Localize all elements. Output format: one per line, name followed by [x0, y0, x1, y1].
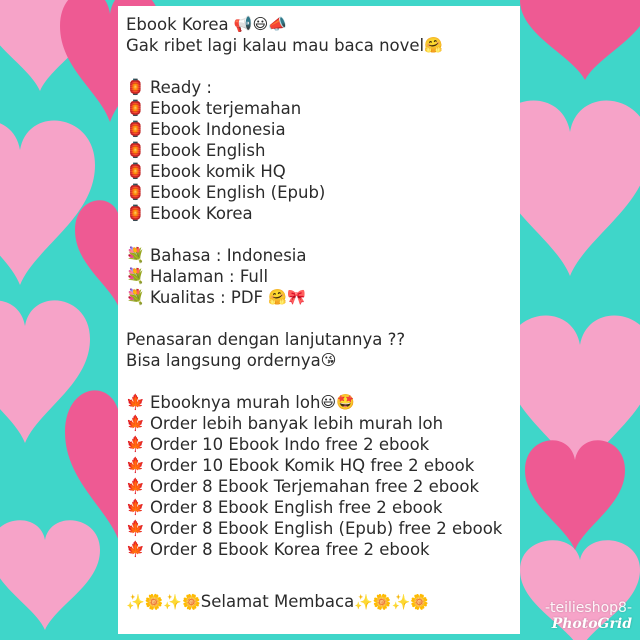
sparkles-icon: ✨ — [391, 593, 411, 611]
promo-item — [126, 497, 514, 518]
maple-leaf-icon: 🍁 — [126, 435, 145, 453]
ready-item — [126, 140, 514, 161]
star-struck-icon: 🤩 — [336, 393, 355, 411]
promo-item — [126, 539, 514, 560]
promo-text: Order 10 Ebook Indo free 2 ebook — [149, 435, 430, 454]
ready-item-text: Ebook Indonesia — [149, 120, 286, 139]
maple-leaf-icon: 🍁 — [126, 393, 145, 411]
question-line — [126, 329, 514, 350]
spacer — [126, 371, 514, 392]
spacer — [126, 308, 514, 329]
watermark-shop: -teilieshop8- — [544, 600, 632, 616]
info-item — [126, 287, 514, 308]
ready-item-text: Ebook English (Epub) — [149, 183, 326, 202]
bouquet-icon: 💐 — [126, 246, 145, 264]
kissing-face-icon: 😘 — [320, 351, 337, 369]
ready-item — [126, 98, 514, 119]
red-lantern-icon: 🏮 — [126, 204, 145, 222]
ready-item-text: Ebook terjemahan — [149, 99, 302, 118]
promo-text: Order 8 Ebook Korea free 2 ebook — [149, 540, 430, 559]
info-item — [126, 266, 514, 287]
ready-item — [126, 203, 514, 224]
sparkles-icon: ✨ — [354, 593, 373, 611]
post-title-line — [126, 14, 514, 35]
blossom-icon: 🌼 — [144, 593, 164, 611]
post-subtitle: Gak ribet lagi kalau mau baca novel — [126, 36, 425, 55]
hugging-face-icon: 🤗 — [424, 36, 443, 54]
hugging-face-icon: 🤗 — [268, 288, 287, 306]
spacer — [126, 224, 514, 245]
blossom-icon: 🌼 — [372, 593, 392, 611]
sparkles-icon: ✨ — [163, 593, 183, 611]
promo-text: Order 8 Ebook English (Epub) free 2 ebook — [149, 519, 503, 538]
ready-item-text: Ebook English — [149, 141, 266, 160]
info-item — [126, 245, 514, 266]
ready-item — [126, 119, 514, 140]
promo-text: Order 8 Ebook Terjemahan free 2 ebook — [149, 477, 479, 496]
maple-leaf-icon: 🍁 — [126, 540, 145, 558]
ready-item-text: Ebook komik HQ — [149, 162, 286, 181]
info-text: Bahasa : Indonesia — [149, 246, 307, 265]
promo-text: Order lebih banyak lebih murah loh — [149, 414, 444, 433]
promo-text: Ebooknya murah loh — [149, 393, 321, 412]
red-lantern-icon: 🏮 — [126, 183, 145, 201]
promo-item — [126, 434, 514, 455]
promo-item — [126, 518, 514, 539]
promo-item — [126, 455, 514, 476]
maple-leaf-icon: 🍁 — [126, 477, 145, 495]
promo-text: Order 10 Ebook Komik HQ free 2 ebook — [149, 456, 475, 475]
post-title: Ebook Korea — [126, 15, 229, 34]
red-lantern-icon: 🏮 — [126, 78, 145, 96]
post-card — [118, 6, 520, 634]
maple-leaf-icon: 🍁 — [126, 519, 145, 537]
question-text: Penasaran dengan lanjutannya ?? — [126, 330, 406, 349]
ribbon-icon: 🎀 — [286, 288, 306, 306]
promo-item — [126, 413, 514, 434]
watermark — [545, 600, 632, 632]
grinning-face-icon: 😃 — [320, 393, 337, 411]
blossom-icon: 🌼 — [410, 593, 429, 611]
ready-item — [126, 182, 514, 203]
ready-item-text: Ebook Korea — [149, 204, 253, 223]
promo-text: Order 8 Ebook English free 2 ebook — [149, 498, 443, 517]
maple-leaf-icon: 🍁 — [126, 498, 145, 516]
blossom-icon: 🌼 — [182, 593, 201, 611]
cta-line — [126, 350, 514, 371]
grinning-face-icon: 😃 — [252, 15, 269, 33]
promo-item — [126, 476, 514, 497]
red-lantern-icon: 🏮 — [126, 141, 145, 159]
spacer — [126, 56, 514, 77]
red-lantern-icon: 🏮 — [126, 120, 145, 138]
red-lantern-icon: 🏮 — [126, 162, 145, 180]
megaphone-icon: 📣 — [268, 15, 287, 33]
ready-item — [126, 161, 514, 182]
promo-item — [126, 392, 514, 413]
ready-heading — [126, 77, 514, 98]
maple-leaf-icon: 🍁 — [126, 456, 145, 474]
footer-text: Selamat Membaca — [200, 592, 355, 611]
loudspeaker-icon: 📢 — [233, 15, 253, 33]
bouquet-icon: 💐 — [126, 267, 145, 285]
ready-label: Ready : — [149, 78, 212, 97]
maple-leaf-icon: 🍁 — [126, 414, 145, 432]
cta-text: Bisa langsung ordernya — [126, 351, 321, 370]
bouquet-icon: 💐 — [126, 288, 145, 306]
sparkles-icon: ✨ — [126, 593, 145, 611]
footer-line — [126, 592, 429, 613]
red-lantern-icon: 🏮 — [126, 99, 145, 117]
watermark-app: PhotoGrid — [551, 616, 632, 632]
info-text: Halaman : Full — [149, 267, 269, 286]
post-subtitle-line — [126, 35, 514, 56]
info-text: Kualitas : PDF — [149, 288, 264, 307]
